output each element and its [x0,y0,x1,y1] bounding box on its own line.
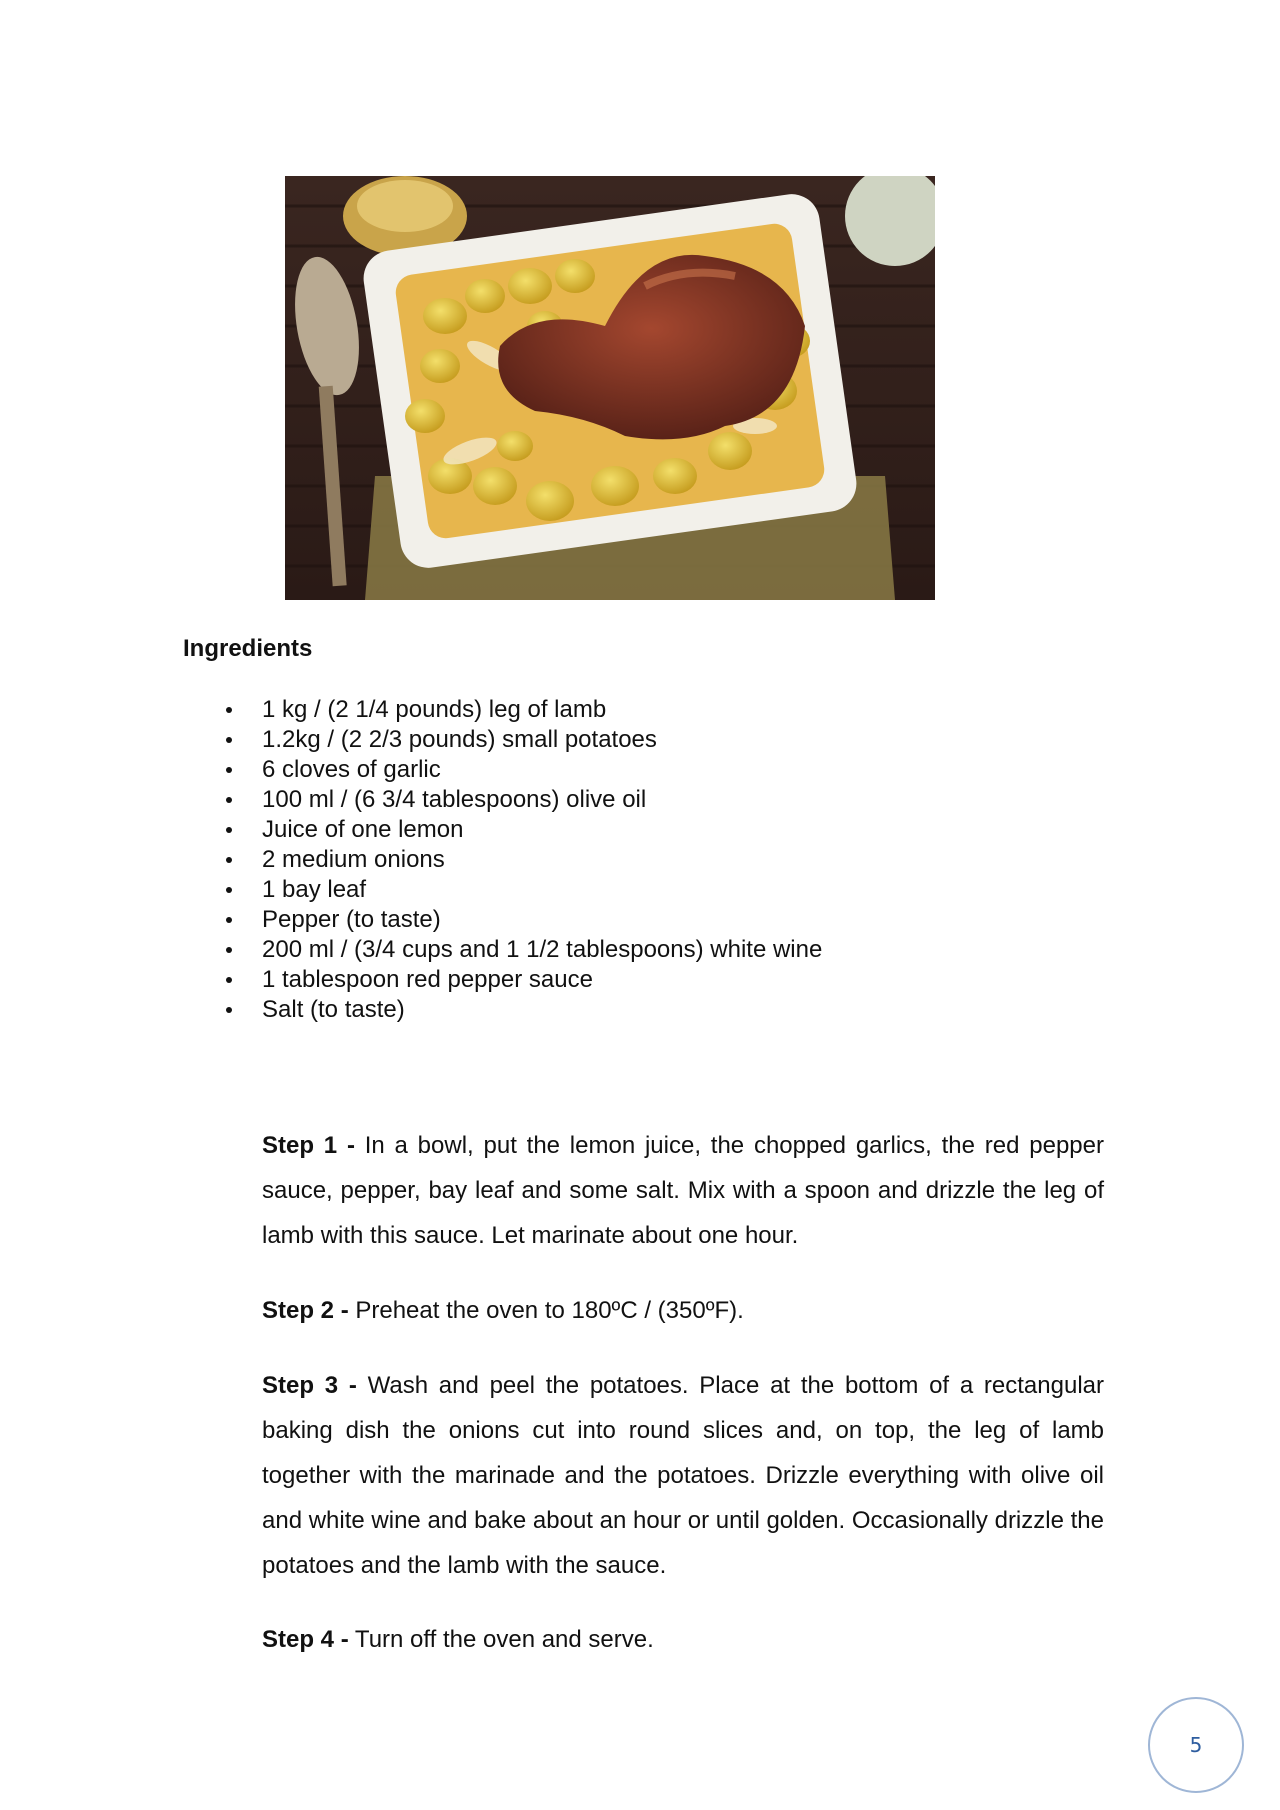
step-4 [262,1617,1104,1662]
step-label: Step 3 - [262,1372,357,1399]
list-item [220,815,822,845]
step-label: Step 2 - [262,1297,349,1324]
ingredient-text: Juice of one lemon [262,816,464,843]
bullet-icon [226,707,232,713]
list-item [220,905,822,935]
ingredient-text: Pepper (to taste) [262,906,441,933]
bullet-icon [226,797,232,803]
list-item [220,965,822,995]
step-text: In a bowl, put the lemon juice, the chopped garlics, the red pepper sauce, pepper, bay leaf and some salt. Mix with a spoon and drizzle the leg of lamb with this sauce. Let marinate about one hour. [262,1132,1104,1249]
ingredient-text: 1 bay leaf [262,876,367,903]
page-number-text: 5 [1189,1733,1203,1757]
bullet-icon [226,1007,232,1013]
bullet-icon [226,887,232,893]
ingredient-text: 1.2kg / (2 2/3 pounds) small potatoes [262,726,657,753]
ingredient-text: 200 ml / (3/4 cups and 1 1/2 tablespoons) white wine [262,936,823,963]
list-item [220,755,822,785]
bullet-icon [226,857,232,863]
ingredient-text: 100 ml / (6 3/4 tablespoons) olive oil [262,786,647,813]
step-text: Turn off the oven and serve. [348,1626,654,1653]
step-label: Step 4 - [262,1626,349,1653]
bullet-icon [226,767,232,773]
bullet-icon [226,917,232,923]
ingredient-text: 2 medium onions [262,846,445,873]
ingredients-title: Ingredients [183,635,313,662]
ingredient-text: 6 cloves of garlic [262,756,441,783]
list-item [220,785,822,815]
bullet-icon [226,827,232,833]
step-text: Preheat the oven to 180ºC / (350ºF). [348,1297,744,1324]
ingredient-text: 1 tablespoon red pepper sauce [262,966,593,993]
step-3 [262,1363,1104,1588]
list-item [220,845,822,875]
page-number [1148,1697,1244,1793]
step-1 [262,1123,1104,1258]
ingredients-list [220,695,822,1025]
list-item [220,875,822,905]
bullet-icon [226,977,232,983]
step-text: Wash and peel the potatoes. Place at the bottom of a rectangular baking dish the onions cut into round slices and, on top, the leg of lamb together with the marinade and the potatoes. Drizzle everything with olive oil and white wine and bake about an hour or until golden. Occasionally drizzle the potatoes and the lamb with the sauce. [262,1372,1104,1579]
step-2 [262,1288,1104,1333]
ingredient-text: 1 kg / (2 1/4 pounds) leg of lamb [262,696,607,723]
bullet-icon [226,737,232,743]
ingredient-text: Salt (to taste) [262,996,405,1023]
list-item [220,695,822,725]
recipe-photo [285,176,935,600]
list-item [220,725,822,755]
list-item [220,935,822,965]
list-item [220,995,822,1025]
step-label: Step 1 - [262,1132,355,1159]
bullet-icon [226,947,232,953]
